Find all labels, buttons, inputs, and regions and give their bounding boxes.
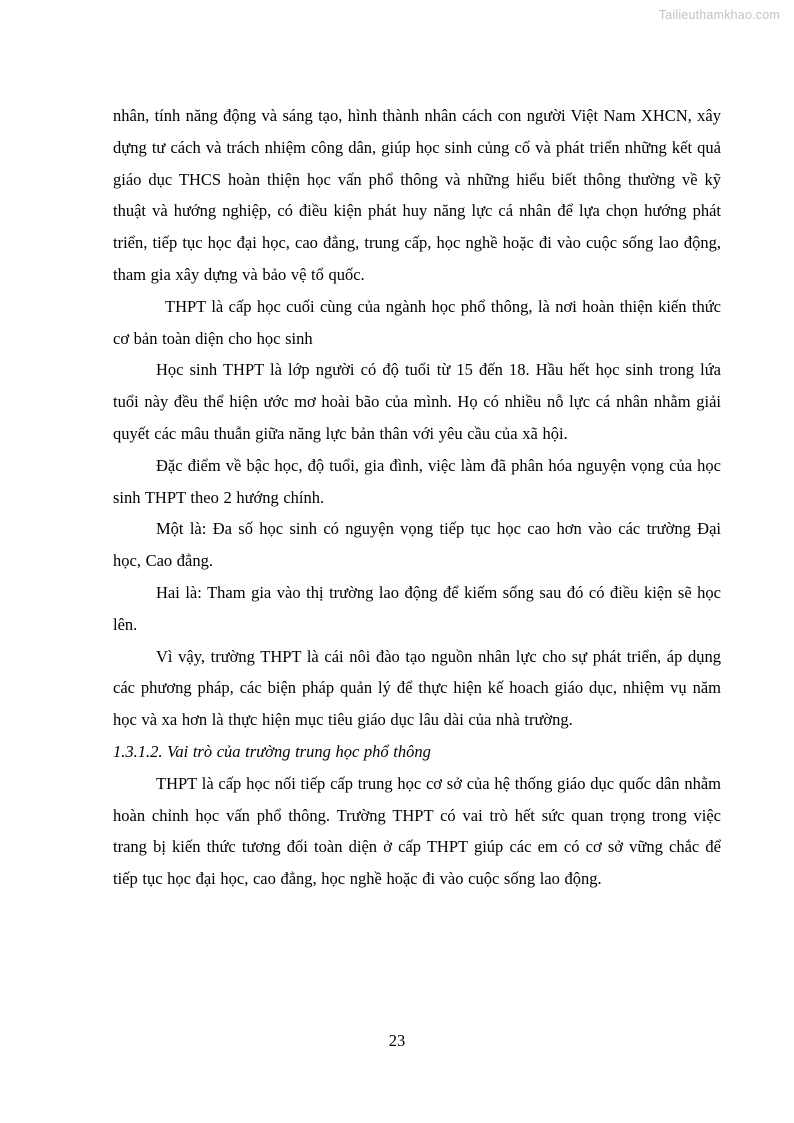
section-heading: 1.3.1.2. Vai trò của trường trung học phổ thông	[113, 741, 431, 761]
paragraph: Hai là: Tham gia vào thị trường lao động để kiếm sống sau đó có điều kiện sẽ học lên.	[113, 582, 721, 634]
paragraph: THPT là cấp học cuối cùng của ngành học phổ thông, là nơi hoàn thiện kiến thức cơ bản toàn diện cho học sinh	[113, 296, 721, 348]
paragraph: Một là: Đa số học sinh có nguyện vọng tiếp tục học cao hơn vào các trường Đại học, Cao đẳng.	[113, 519, 721, 571]
page-number: 23	[388, 1031, 406, 1050]
paragraph: Học sinh THPT là lớp người có độ tuổi từ 15 đến 18. Hầu hết học sinh trong lứa tuổi này đều thể hiện ước mơ hoài bão của mình. Họ có nhiều nỗ lực cá nhân nhằm giải quyết các mâu thuẫn giữa năng lực bản thân với yêu cầu của xã hội.	[113, 360, 721, 443]
paragraph: Đặc điểm về bậc học, độ tuổi, gia đình, việc làm đã phân hóa nguyện vọng của học sinh THPT theo 2 hướng chính.	[113, 455, 721, 507]
paragraph-continuation: nhân, tính năng động và sáng tạo, hình thành nhân cách con người Việt Nam XHCN, xây dựng tư cách và trách nhiệm công dân, giúp học sinh củng cố và phát triển những kết quả giáo dục THCS hoàn thiện học vấn phổ thông và những hiểu biết thông thường về kỹ thuật và hướng nghiệp, có điều kiện phát huy năng lực cá nhân để lựa chọn hướng phát triển, tiếp tục học đại học, cao đẳng, trung cấp, học nghề hoặc đi vào cuộc sống lao động, tham gia xây dựng và bảo vệ tổ quốc.	[113, 106, 721, 284]
paragraph: THPT là cấp học nối tiếp cấp trung học cơ sở của hệ thống giáo dục quốc dân nhằm hoàn chỉnh học vấn phổ thông. Trường THPT có vai trò hết sức quan trọng trong việc trang bị kiến thức tương đối toàn diện ở cấp THPT giúp các em có cơ sở vững chắc để tiếp tục học đại học, cao đẳng, học nghề hoặc đi vào cuộc sống lao động.	[113, 773, 721, 889]
page-content	[113, 100, 721, 895]
watermark-text: Tailieuthamkhao.com	[658, 8, 780, 22]
paragraph: Vì vậy, trường THPT là cái nôi đào tạo nguồn nhân lực cho sự phát triển, áp dụng các phương pháp, các biện pháp quản lý để thực hiện kế hoach giáo dục, nhiệm vụ năm học và xa hơn là thực hiện mục tiêu giáo dục lâu dài của nhà trường.	[113, 646, 721, 730]
